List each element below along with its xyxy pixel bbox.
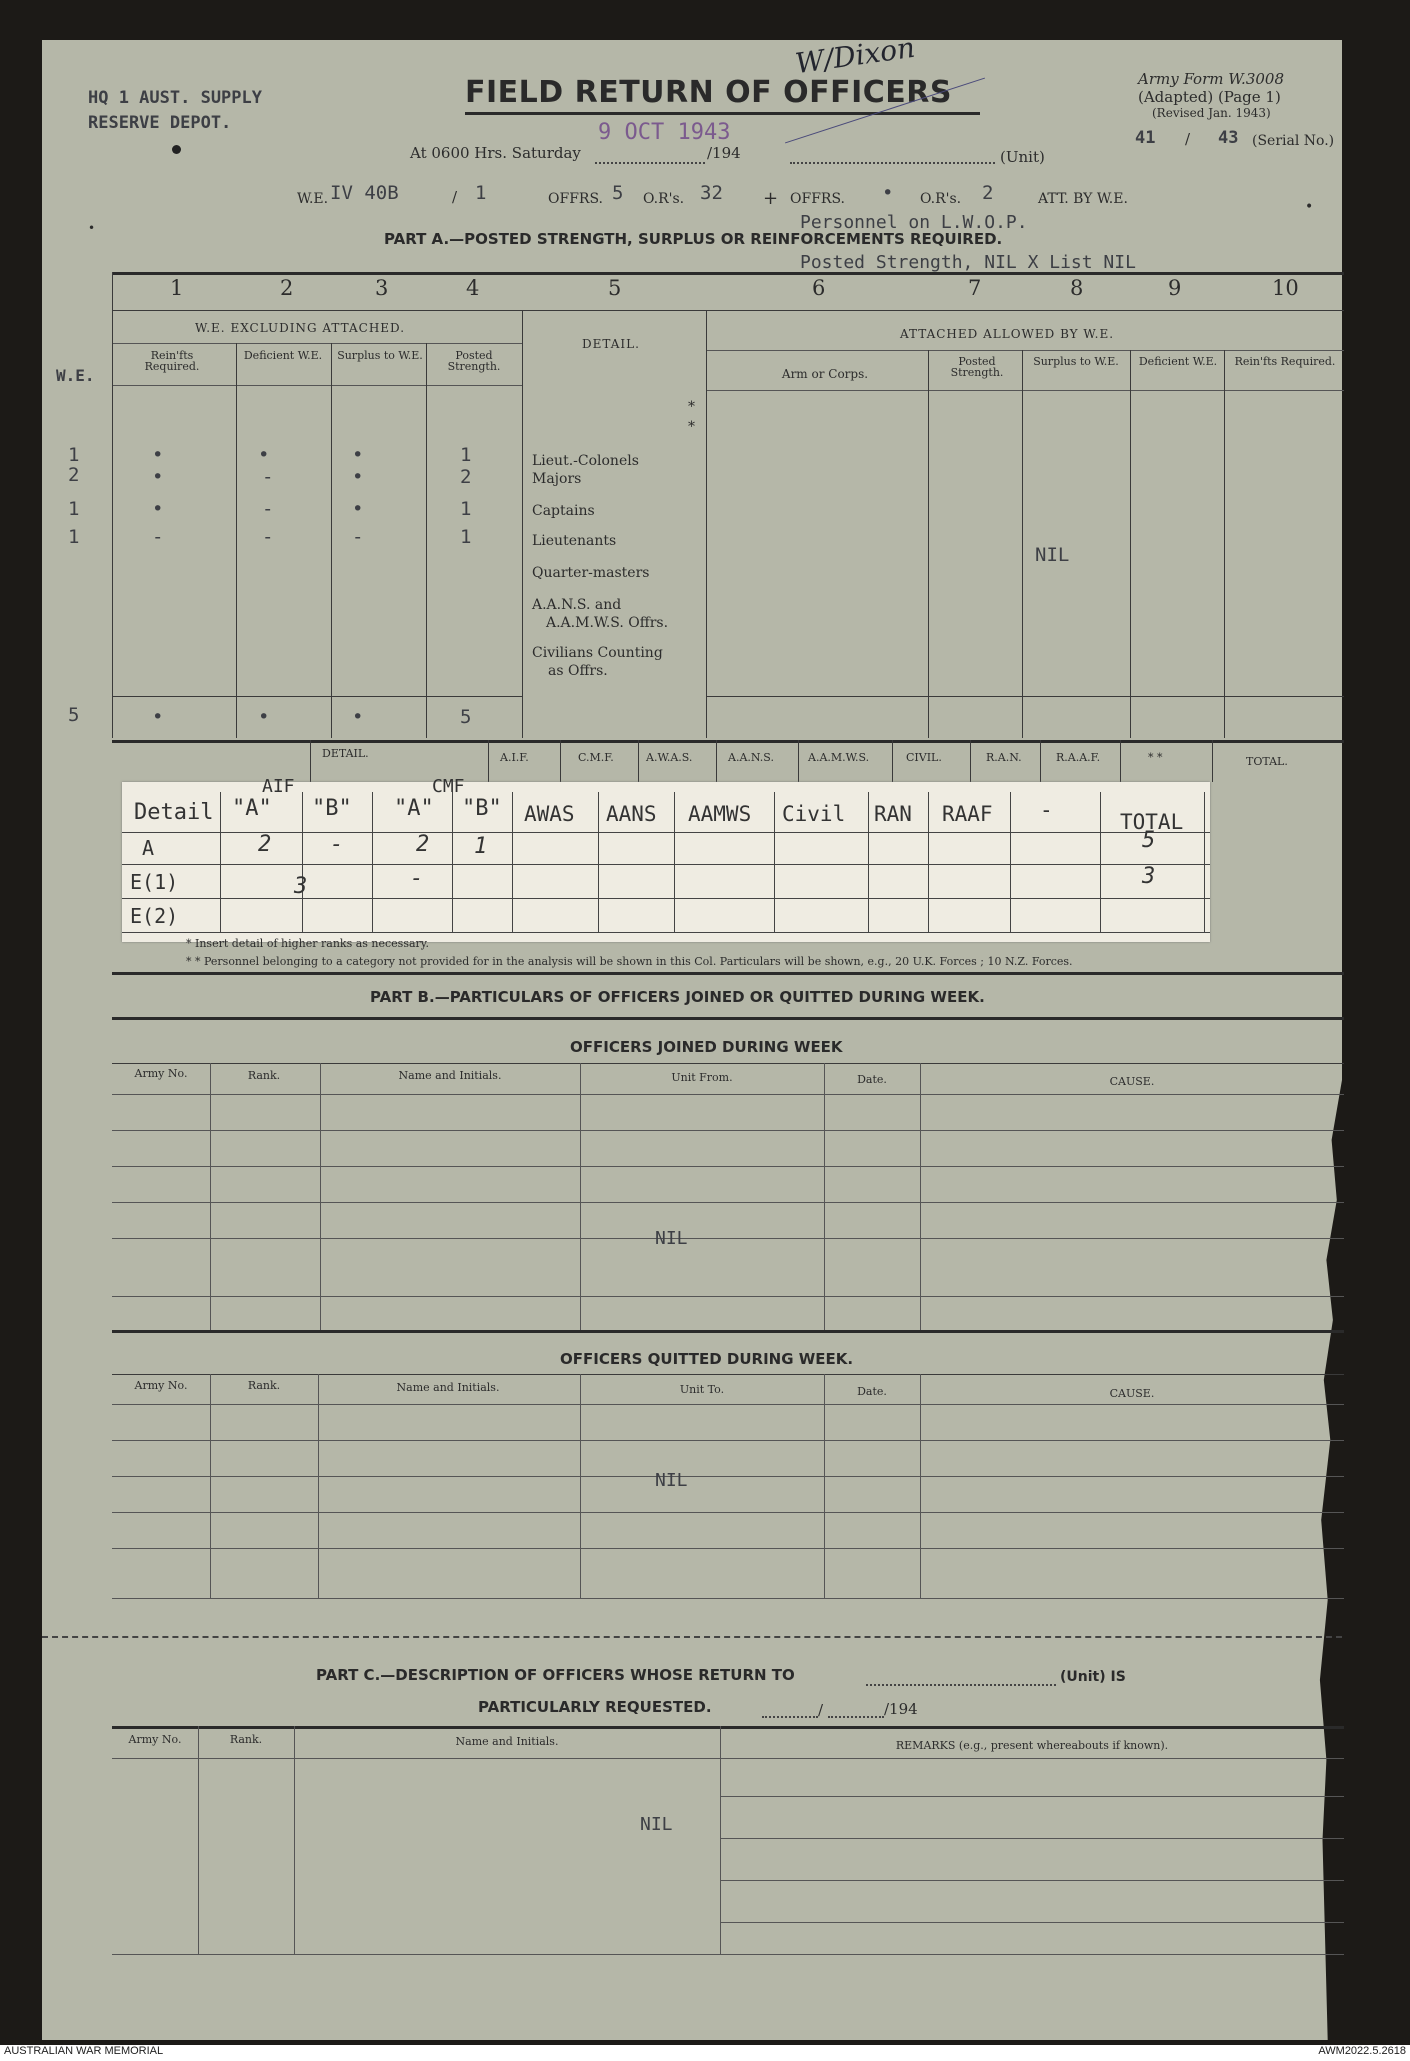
offrs-value: 5 bbox=[612, 182, 624, 204]
analysis-other: * * bbox=[1148, 751, 1163, 764]
row-c3: • bbox=[352, 444, 364, 466]
partc-head-armyno: Army No. bbox=[128, 1733, 182, 1746]
joined-head-armyno: Army No. bbox=[134, 1067, 188, 1080]
joined-head-date: Date. bbox=[857, 1073, 887, 1086]
date-mid: /194 bbox=[707, 144, 741, 162]
head-att-posted: Posted Strength. bbox=[950, 355, 1004, 379]
joined-head-rank: Rank. bbox=[247, 1069, 281, 1082]
slip-head-raaf: RAAF bbox=[942, 802, 993, 826]
partc-head-remarks: REMARKS (e.g., present whereabouts if known). bbox=[895, 1739, 1169, 1752]
date-prefix: At 0600 Hrs. Saturday bbox=[410, 144, 581, 162]
unit-stamp-line2: RESERVE DEPOT. bbox=[88, 113, 232, 133]
col-num-2: 2 bbox=[280, 276, 294, 300]
unit-label: (Unit) bbox=[1000, 148, 1045, 166]
plus-sign: + bbox=[763, 188, 779, 209]
row-detail: Quarter-masters bbox=[532, 565, 650, 581]
col-num-1: 1 bbox=[170, 276, 184, 300]
col-num-9: 9 bbox=[1168, 276, 1182, 300]
row-detail: Lieut.-Colonels bbox=[532, 453, 639, 469]
row-c1: • bbox=[152, 466, 164, 488]
footer-right: AWM2022.5.2618 bbox=[1318, 2045, 1406, 2057]
ors-label: O.R's. bbox=[643, 191, 685, 207]
form-ref-line3: (Revised Jan. 1943) bbox=[1152, 106, 1271, 120]
att-label: ATT. BY W.E. bbox=[1038, 191, 1128, 207]
analysis-aamws: A.A.M.W.S. bbox=[808, 751, 870, 764]
star-2: * bbox=[688, 419, 695, 435]
slip-group-aif: AIF bbox=[262, 776, 295, 797]
head-reinfts: Rein'fts Required. bbox=[144, 349, 200, 373]
total-we: 5 bbox=[68, 704, 80, 726]
slip-head-total: TOTAL bbox=[1120, 810, 1184, 834]
unit-stamp-line1: HQ 1 AUST. SUPPLY bbox=[88, 88, 262, 108]
analysis-aif: A.I.F. bbox=[500, 751, 529, 764]
col-num-3: 3 bbox=[375, 276, 389, 300]
total-c2: • bbox=[258, 706, 270, 728]
col-num-8: 8 bbox=[1070, 276, 1084, 300]
part-c-heading: PART C.—DESCRIPTION OF OFFICERS WHOSE RETURN TO bbox=[316, 1666, 795, 1684]
slip-head-aif-a: "A" bbox=[232, 796, 272, 821]
serial-year: 43 bbox=[1218, 128, 1239, 148]
head-arm-corps: Arm or Corps. bbox=[781, 367, 869, 381]
row-we: 1 bbox=[68, 526, 80, 548]
quitted-nil: NIL bbox=[655, 1470, 688, 1491]
row-c2: • bbox=[258, 444, 270, 466]
row-c3: • bbox=[352, 466, 364, 488]
offrs2-label: OFFRS. bbox=[790, 191, 845, 207]
slip-row-label: E(2) bbox=[130, 904, 179, 928]
slip-cmf-a: - bbox=[410, 866, 424, 891]
signature: W/Dixon bbox=[793, 30, 917, 81]
col-num-7: 7 bbox=[968, 276, 982, 300]
slip-head-detail: Detail bbox=[134, 800, 214, 825]
analysis-awas: A.W.A.S. bbox=[646, 751, 693, 764]
row-we: 2 bbox=[68, 464, 80, 486]
quitted-head-cause: CAUSE. bbox=[1109, 1387, 1155, 1400]
slip-head-cmf-a: "A" bbox=[394, 796, 434, 821]
col-num-5: 5 bbox=[608, 276, 622, 300]
footer-left: AUSTRALIAN WAR MEMORIAL bbox=[4, 2045, 164, 2057]
row-c1: • bbox=[152, 498, 164, 520]
slip-total: 5 bbox=[1142, 828, 1156, 853]
row-c4: 2 bbox=[460, 466, 472, 488]
analysis-ran: R.A.N. bbox=[986, 751, 1022, 764]
quitted-head-armyno: Army No. bbox=[134, 1379, 188, 1392]
row-detail: as Offrs. bbox=[548, 663, 608, 679]
analysis-cmf: C.M.F. bbox=[578, 751, 614, 764]
row-c4: 1 bbox=[460, 526, 472, 548]
slip-aif-a: 2 bbox=[258, 832, 272, 857]
footnote-1: * Insert detail of higher ranks as necessary. bbox=[186, 937, 430, 950]
quitted-head-unitto: Unit To. bbox=[679, 1383, 725, 1396]
date-stamp: 9 OCT 1943 bbox=[598, 120, 731, 145]
total-c1: • bbox=[152, 706, 164, 728]
row-c2: - bbox=[262, 526, 274, 548]
attached-header: ATTACHED ALLOWED BY W.E. bbox=[900, 327, 1115, 341]
we-label: W.E. bbox=[297, 191, 329, 207]
row-we: 1 bbox=[68, 498, 80, 520]
part-c-line2: PARTICULARLY REQUESTED. bbox=[478, 1698, 712, 1716]
joined-head-name: Name and Initials. bbox=[398, 1069, 502, 1082]
we-excluding-header: W.E. EXCLUDING ATTACHED. bbox=[195, 321, 406, 335]
offrs2-value: • bbox=[882, 182, 894, 204]
joined-head-cause: CAUSE. bbox=[1109, 1075, 1155, 1088]
row-c4: 1 bbox=[460, 498, 472, 520]
head-deficient: Deficient W.E. bbox=[243, 349, 323, 362]
head-att-reinfts: Rein'fts Required. bbox=[1234, 355, 1336, 368]
partc-head-rank: Rank. bbox=[229, 1733, 263, 1746]
quitted-head-rank: Rank. bbox=[247, 1379, 281, 1392]
we-value: IV 40B bbox=[330, 182, 399, 204]
quitted-head-date: Date. bbox=[857, 1385, 887, 1398]
serial-number: 41 bbox=[1135, 128, 1156, 148]
slip-row-label: E(1) bbox=[130, 870, 179, 894]
slip-head-other: - bbox=[1040, 798, 1053, 822]
footnote-2: * * Personnel belonging to a category not provided for in the analysis will be shown in this Col. Particulars will be shown, e.g., 20 U.K. Forces ; 10 N.Z. Forces. bbox=[186, 955, 1073, 968]
head-surplus: Surplus to W.E. bbox=[337, 349, 423, 362]
head-posted: Posted Strength. bbox=[447, 349, 501, 373]
attached-nil: NIL bbox=[1035, 544, 1070, 566]
col-num-4: 4 bbox=[466, 276, 480, 300]
ors-value: 32 bbox=[700, 182, 723, 204]
offrs-label: OFFRS. bbox=[548, 191, 603, 207]
slip-aif-b: - bbox=[330, 832, 344, 857]
slip-head-aans: AANS bbox=[606, 802, 657, 826]
analysis-detail: DETAIL. bbox=[322, 747, 369, 760]
part-c-date-tail: /194 bbox=[884, 1700, 918, 1718]
partc-nil: NIL bbox=[640, 1814, 673, 1835]
slip-head-ran: RAN bbox=[874, 802, 912, 826]
form-title: FIELD RETURN OF OFFICERS bbox=[465, 75, 952, 110]
pasted-analysis-slip bbox=[122, 776, 1210, 942]
row-we: 1 bbox=[68, 444, 80, 466]
punch-dot bbox=[172, 145, 181, 154]
detail-header: DETAIL. bbox=[582, 337, 640, 351]
form-ref-line1: Army Form W.3008 bbox=[1138, 70, 1284, 88]
we-side-label: W.E. bbox=[56, 366, 95, 385]
analysis-total: TOTAL. bbox=[1246, 755, 1288, 768]
tear-off-line bbox=[42, 1636, 1342, 1638]
analysis-raaf: R.A.A.F. bbox=[1056, 751, 1101, 764]
slip-aif-a: 3 bbox=[294, 874, 308, 899]
analysis-civil: CIVIL. bbox=[906, 751, 942, 764]
slip-group-cmf: CMF bbox=[432, 776, 465, 797]
row-c3: - bbox=[352, 526, 364, 548]
ors2-value: 2 bbox=[982, 182, 994, 204]
row-detail: Captains bbox=[532, 503, 595, 519]
row-c3: • bbox=[352, 498, 364, 520]
col-num-6: 6 bbox=[812, 276, 826, 300]
quitted-title: OFFICERS QUITTED DURING WEEK. bbox=[560, 1350, 854, 1368]
slip-cmf-b: 1 bbox=[474, 834, 488, 859]
head-att-surplus: Surplus to W.E. bbox=[1033, 355, 1119, 368]
row-detail: Majors bbox=[532, 471, 582, 487]
we-number: 1 bbox=[475, 182, 487, 204]
part-b-heading: PART B.—PARTICULARS OF OFFICERS JOINED OR QUITTED DURING WEEK. bbox=[370, 988, 985, 1006]
form-ref-line2: (Adapted) (Page 1) bbox=[1138, 88, 1281, 106]
slip-head-aif-b: "B" bbox=[312, 796, 352, 821]
row-c2: - bbox=[262, 466, 274, 488]
lwop-line2: Posted Strength, NIL X List NIL bbox=[800, 252, 1136, 273]
row-detail: A.A.M.W.S. Offrs. bbox=[546, 615, 669, 631]
joined-title: OFFICERS JOINED DURING WEEK bbox=[570, 1038, 843, 1056]
row-c4: 1 bbox=[460, 444, 472, 466]
quitted-head-name: Name and Initials. bbox=[396, 1381, 500, 1394]
slip-head-cmf-b: "B" bbox=[462, 796, 502, 821]
row-detail: Civilians Counting bbox=[532, 645, 663, 661]
row-c1: - bbox=[152, 526, 164, 548]
part-a-heading: PART A.—POSTED STRENGTH, SURPLUS OR REINFORCEMENTS REQUIRED. bbox=[384, 230, 1003, 248]
total-c3: • bbox=[352, 706, 364, 728]
ors2-label: O.R's. bbox=[920, 191, 962, 207]
partc-head-name: Name and Initials. bbox=[455, 1735, 559, 1748]
slip-head-aamws: AAMWS bbox=[688, 802, 752, 826]
analysis-aans: A.A.N.S. bbox=[728, 751, 774, 764]
serial-label: (Serial No.) bbox=[1252, 133, 1335, 149]
part-c-unit-is: (Unit) IS bbox=[1060, 1669, 1126, 1685]
col-num-10: 10 bbox=[1272, 276, 1299, 300]
lwop-line1: Personnel on L.W.O.P. bbox=[800, 212, 1028, 233]
joined-head-unitfrom: Unit From. bbox=[671, 1071, 733, 1084]
row-detail: A.A.N.S. and bbox=[532, 597, 622, 613]
slip-total: 3 bbox=[1142, 864, 1156, 889]
total-c4: 5 bbox=[460, 706, 472, 728]
row-detail: Lieutenants bbox=[532, 533, 617, 549]
slip-head-civil: Civil bbox=[782, 802, 846, 826]
row-c1: • bbox=[152, 444, 164, 466]
head-att-deficient: Deficient W.E. bbox=[1138, 355, 1218, 368]
slip-head-awas: AWAS bbox=[524, 802, 575, 826]
star-1: * bbox=[688, 399, 695, 415]
title-underline bbox=[465, 112, 980, 115]
joined-nil: NIL bbox=[655, 1228, 688, 1249]
slip-cmf-a: 2 bbox=[416, 832, 430, 857]
row-c2: - bbox=[262, 498, 274, 520]
slip-row-label: A bbox=[142, 836, 155, 860]
